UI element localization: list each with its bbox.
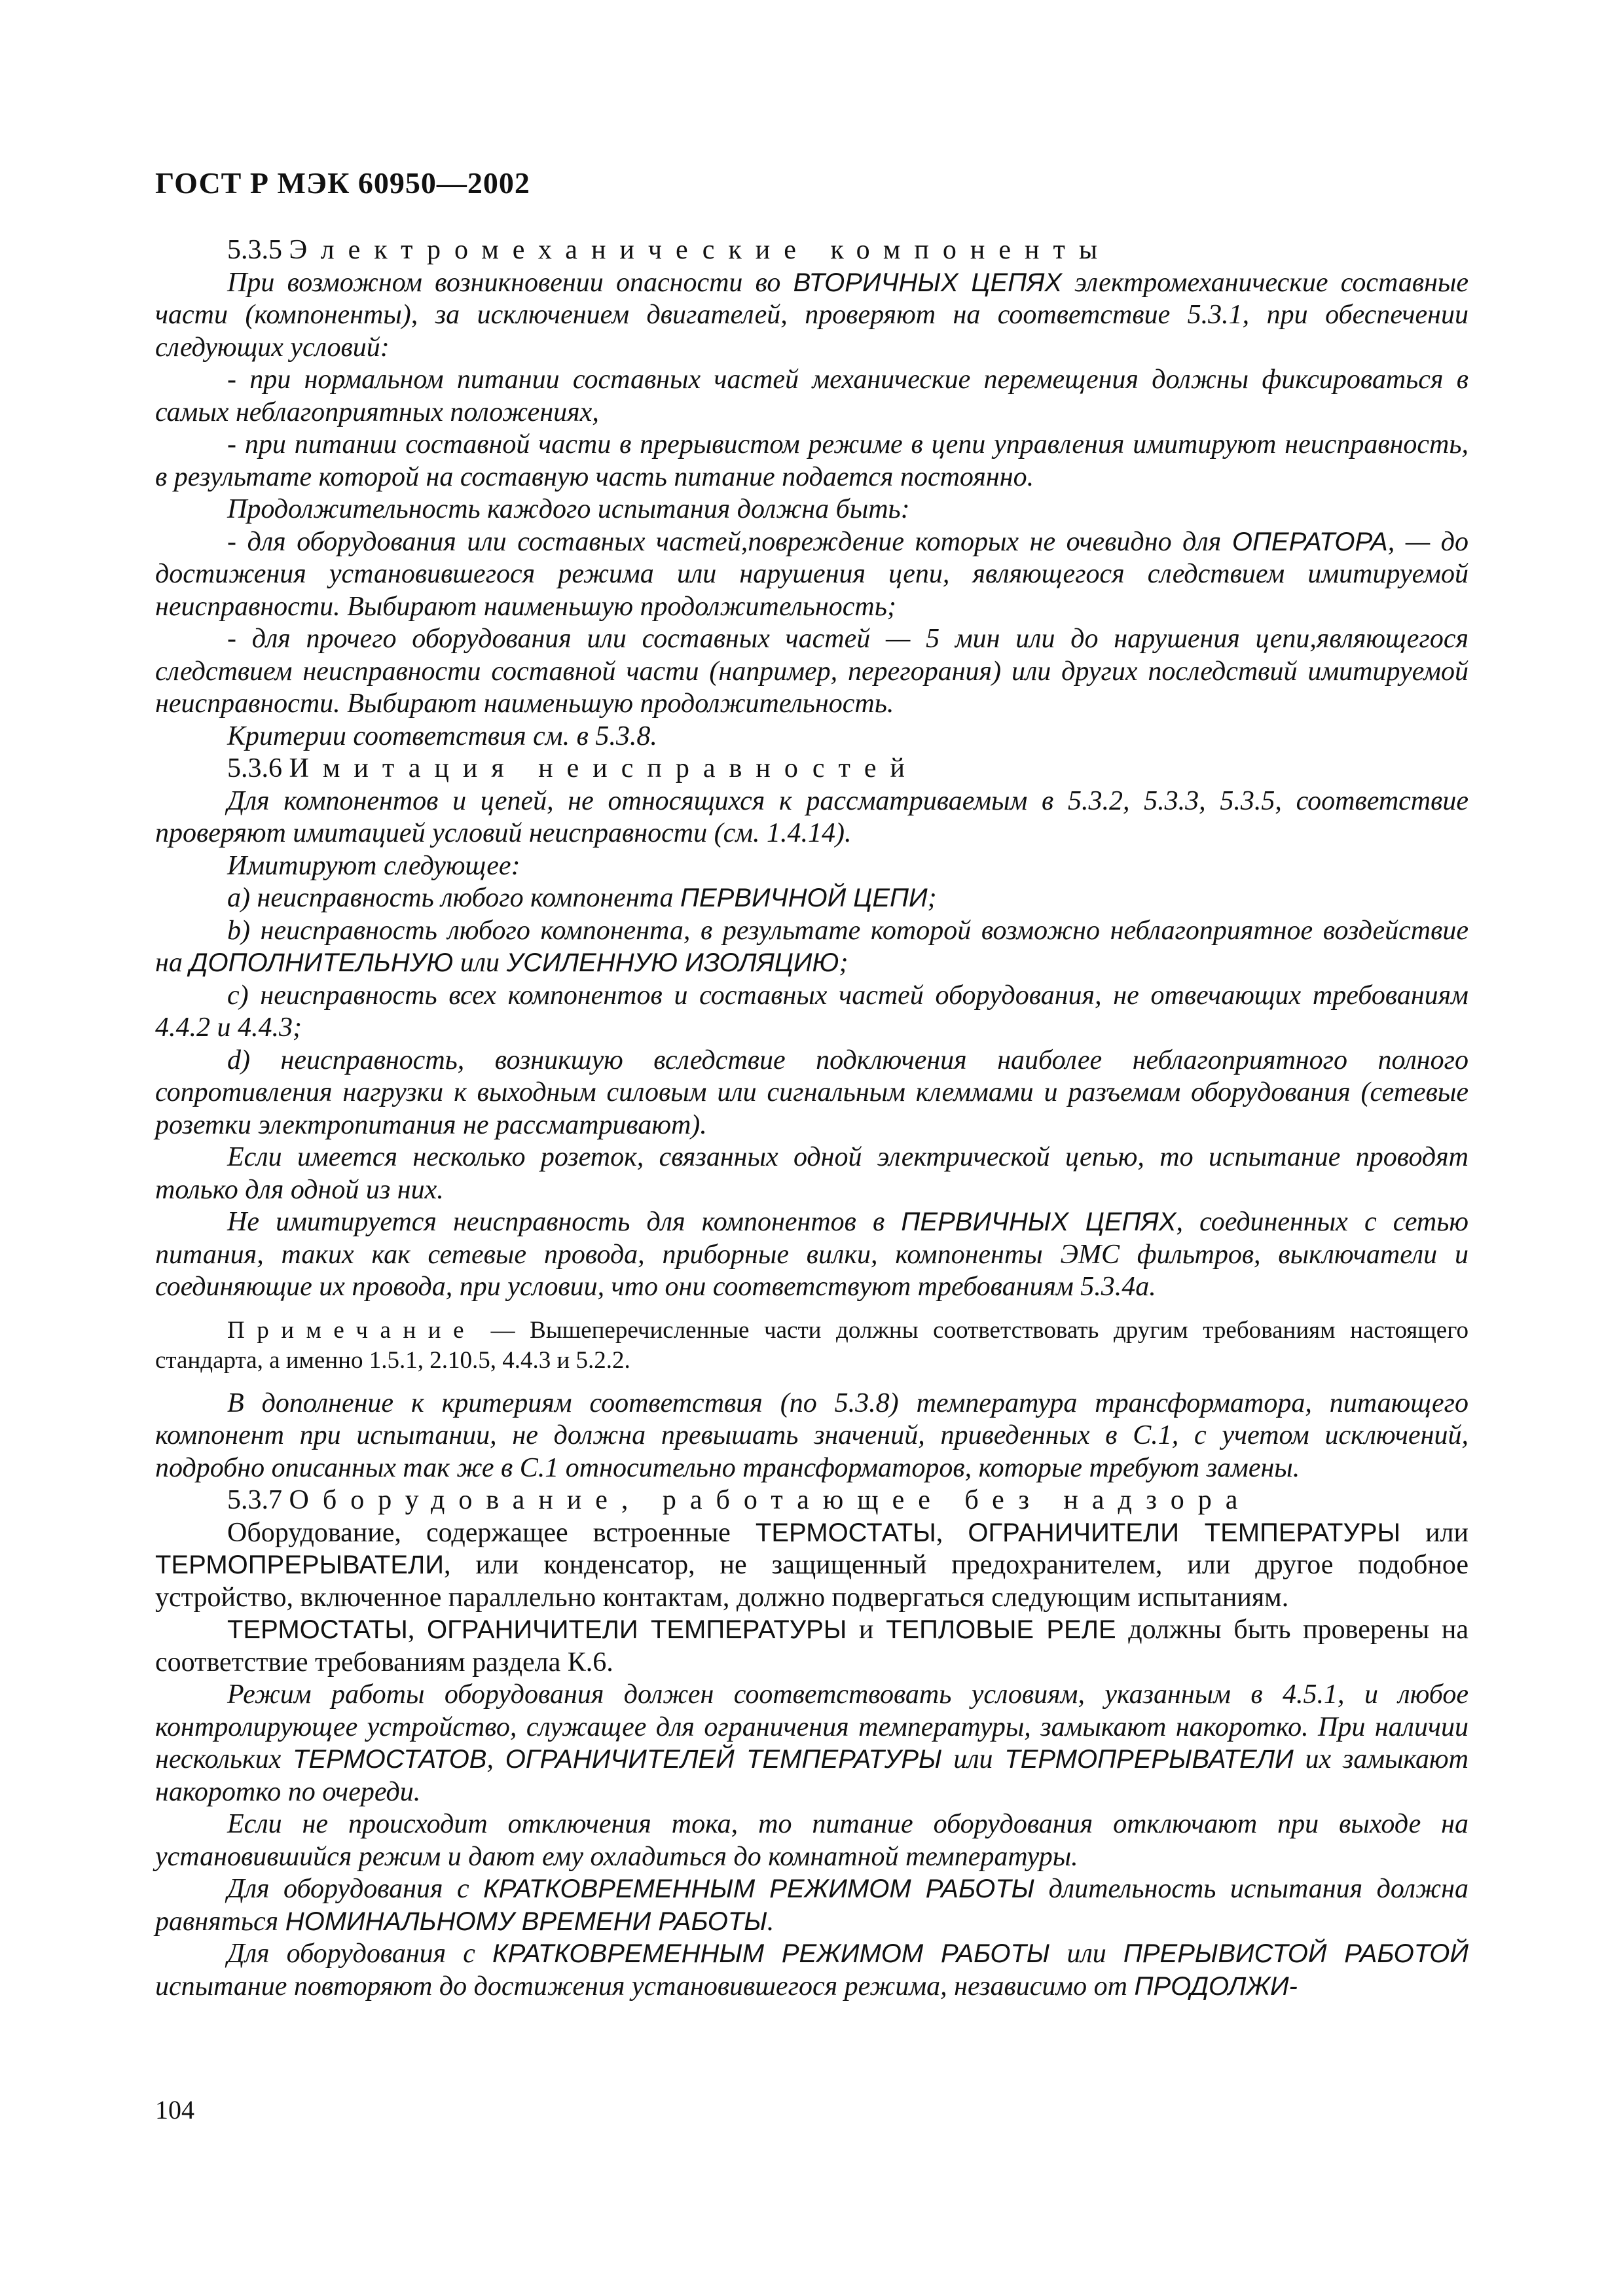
- paragraph: Не имитируется неисправность для компонентов в ПЕРВИЧНЫХ ЦЕПЯХ, соединенных с сетью питания, таких как сетевые провода, приборные вилки, компоненты ЭМС фильтров, выключатели и соединяющие их провода, при условии, что они соответствуют требованиям 5.3.4а.: [155, 1207, 1468, 1302]
- list-item-a: а) неисправность любого компонента ПЕРВИЧНОЙ ЦЕПИ;: [227, 883, 937, 913]
- list-item-b: b) неисправность любого компонента, в результате которой возможно неблагоприятное воздействие на ДОПОЛНИТЕЛЬНУЮ или УСИЛЕННУЮ ИЗОЛЯЦИЮ;: [155, 915, 1468, 978]
- paragraph: - для оборудования или составных частей,повреждение которых не очевидно для ОПЕРАТОРА, — до достижения установившегося режима или нарушения цепи, являющегося следствием имитируемой неисправности. Выбирают наименьшую продолжительность;: [155, 526, 1469, 622]
- section-title: Оборудование, работающее без надзора: [289, 1485, 1252, 1515]
- paragraph: При возможном возникновении опасности во ВТОРИЧНЫХ ЦЕПЯХ электромеханические составные части (компоненты), за исключением двигателей, проверяют на соответствие 5.3.1, при обеспечении следующих условий:: [155, 267, 1469, 363]
- paragraph: - при нормальном питании составных частей механические перемещения должны фиксироваться в самых неблагоприятных положениях,: [155, 365, 1468, 427]
- paragraph: - для прочего оборудования или составных частей — 5 мин или до нарушения цепи,являющегося следствием неисправности составной части (например, перегорания) или других последствий имитируемой неисправности. Выбирают наименьшую продолжительность.: [155, 624, 1468, 719]
- paragraph: Для оборудования с КРАТКОВРЕМЕННЫМ РЕЖИМОМ РАБОТЫ длительность испытания должна равняться НОМИНАЛЬНОМУ ВРЕМЕНИ РАБОТЫ.: [155, 1874, 1469, 1937]
- list-item-d: d) неисправность, возникшую вследствие подключения наиболее неблагоприятного полного сопротивления нагрузки к выходным силовым или сигнальным клеммами и разъемам оборудования (сетевые розетки электропитания не рассматривают).: [155, 1045, 1468, 1140]
- section-number: 5.3.6: [227, 753, 282, 783]
- paragraph: Для оборудования с КРАТКОВРЕМЕННЫМ РЕЖИМОМ РАБОТЫ или ПРЕРЫВИСТОЙ РАБОТОЙ испытание повторяют до достижения установившегося режима, независимо от ПРОДОЛЖИ-: [155, 1939, 1468, 2001]
- section-heading-5-3-6: [155, 753, 1468, 785]
- paragraph: Продолжительность каждого испытания должна быть:: [227, 494, 910, 524]
- section-title: Имитация неисправностей: [289, 753, 919, 783]
- page-number: 104: [155, 2095, 194, 2125]
- document-header: ГОСТ Р МЭК 60950—2002: [155, 166, 530, 200]
- list-item-c: c) неисправность всех компонентов и составных частей оборудования, не отвечающих требованиям 4.4.2 и 4.4.3;: [155, 980, 1468, 1043]
- note-label: Примечание: [227, 1316, 476, 1344]
- paragraph: ТЕРМОСТАТЫ, ОГРАНИЧИТЕЛИ ТЕМПЕРАТУРЫ и ТЕПЛОВЫЕ РЕЛЕ должны быть проверены на соответствие требованиям раздела К.6.: [155, 1615, 1469, 1677]
- paragraph: Имитируют следующее:: [227, 850, 520, 881]
- section-title: Электромеханические компоненты: [289, 235, 1112, 265]
- paragraph: Критерии соответствия см. в 5.3.8.: [227, 721, 657, 751]
- paragraph: В дополнение к критериям соответствия (по 5.3.8) температура трансформатора, питающего компонент при испытании, не должна превышать значений, приведенных в С.1, с учетом исключений, подробно описанных так же в С.1 относительно трансформаторов, которые требуют замены.: [155, 1388, 1468, 1483]
- paragraph: Если имеется несколько розеток, связанных одной электрической цепью, то испытание проводят только для одной из них.: [155, 1142, 1468, 1205]
- paragraph: Режим работы оборудования должен соответствовать условиям, указанным в 4.5.1, и любое контролирующее устройство, служащее для ограничения температуры, замыкают накоротко. При наличии нескольких ТЕРМОСТАТОВ, ОГРАНИЧИТЕЛЕЙ ТЕМПЕРАТУРЫ или ТЕРМОПРЕРЫВАТЕЛИ их замыкают накоротко по очереди.: [155, 1679, 1468, 1807]
- paragraph: Если не происходит отключения тока, то питание оборудования отключают при выходе на установившийся режим и дают ему охладиться до комнатной температуры.: [155, 1809, 1468, 1872]
- section-heading-5-3-7: [155, 1484, 1468, 1517]
- section-number: 5.3.5: [227, 235, 282, 265]
- note-text: — Вышеперечисленные части должны соответствовать другим требованиям настоящего стандарта, а именно 1.5.1, 2.10.5, 4.4.3 и 5.2.2.: [155, 1316, 1468, 1374]
- body-text: [155, 234, 1468, 2003]
- section-number: 5.3.7: [227, 1485, 282, 1515]
- paragraph: - при питании составной части в прерывистом режиме в цепи управления имитируют неисправность, в результате которой на составную часть питание подается постоянно.: [155, 429, 1468, 492]
- note: [155, 1316, 1468, 1376]
- section-heading-5-3-5: [155, 234, 1468, 267]
- paragraph: Оборудование, содержащее встроенные ТЕРМОСТАТЫ, ОГРАНИЧИТЕЛИ ТЕМПЕРАТУРЫ или ТЕРМОПРЕРЫВАТЕЛИ, или конденсатор, не защищенный предохранителем, или другое подобное устройство, включенное параллельно контактам, должно подвергаться следующим испытаниям.: [155, 1517, 1468, 1613]
- paragraph: Для компонентов и цепей, не относящихся к рассматриваемым в 5.3.2, 5.3.3, 5.3.5, соответствие проверяют имитацией условий неисправности (см. 1.4.14).: [155, 785, 1468, 848]
